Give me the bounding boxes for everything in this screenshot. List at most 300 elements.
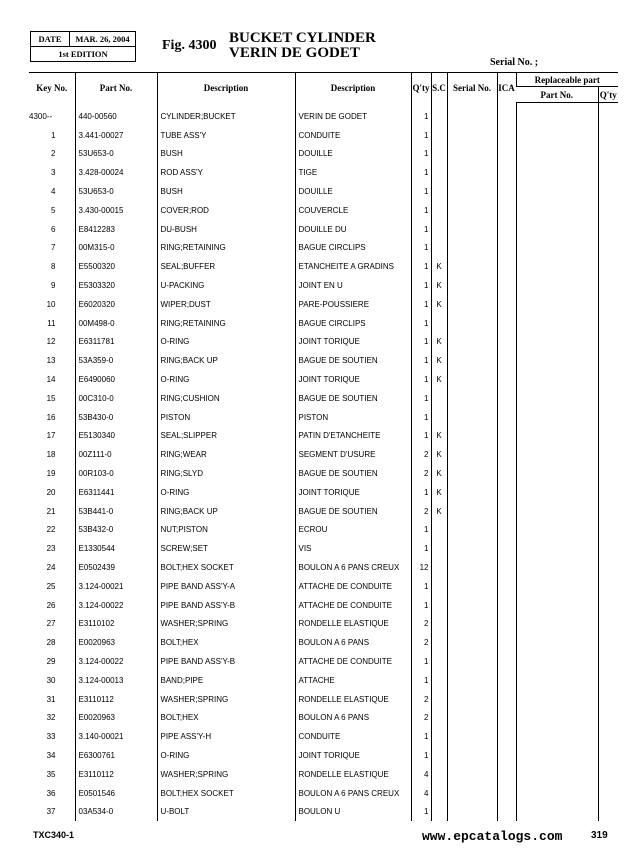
row-sc: K: [431, 427, 447, 446]
row-serial-no: [447, 220, 497, 239]
table-row: [29, 445, 618, 464]
row-serial-no: [447, 257, 497, 276]
row-sc: [431, 727, 447, 746]
row-sc: [431, 103, 447, 126]
row-sc: [431, 784, 447, 803]
row-rep-qty: [598, 427, 618, 446]
row-qty: 1: [411, 103, 431, 126]
row-qty: 1: [411, 182, 431, 201]
row-qty: 1: [411, 539, 431, 558]
row-qty: 2: [411, 615, 431, 634]
row-part-no: E6300761: [75, 746, 157, 765]
row-key-no: 34: [46, 750, 56, 760]
row-rep-part-no: [516, 370, 598, 389]
row-serial-no: [447, 201, 497, 220]
row-key-no: 32: [46, 713, 56, 723]
row-description-fr: JOINT EN U: [295, 276, 411, 295]
row-rep-part-no: [516, 521, 598, 540]
row-description-en: PIPE ASS'Y-H: [157, 727, 295, 746]
row-qty: 2: [411, 445, 431, 464]
row-ica: [497, 220, 516, 239]
row-description-en: PIPE BAND ASS'Y-B: [157, 652, 295, 671]
row-sc: [431, 389, 447, 408]
col-serial-no: Serial No.: [447, 73, 497, 103]
row-sc: [431, 577, 447, 596]
row-description-fr: VIS: [295, 539, 411, 558]
row-ica: [497, 671, 516, 690]
row-ica: [497, 333, 516, 352]
row-description-en: PIPE BAND ASS'Y-B: [157, 596, 295, 615]
date-edition-box: [30, 31, 136, 62]
row-rep-qty: [598, 257, 618, 276]
row-ica: [497, 257, 516, 276]
row-ica: [497, 103, 516, 126]
row-qty: 1: [411, 295, 431, 314]
row-description-fr: JOINT TORIQUE: [295, 483, 411, 502]
col-replaceable-part: Replaceable part: [516, 73, 618, 87]
row-part-no: 00R103-0: [75, 464, 157, 483]
row-ica: [497, 633, 516, 652]
row-part-no: 53U653-0: [75, 182, 157, 201]
row-rep-qty: [598, 746, 618, 765]
row-description-fr: PARE-POUSSIERE: [295, 295, 411, 314]
row-rep-part-no: [516, 239, 598, 258]
row-serial-no: [447, 389, 497, 408]
row-qty: 4: [411, 765, 431, 784]
row-sc: K: [431, 445, 447, 464]
row-part-no: 3.124-00022: [75, 652, 157, 671]
row-serial-no: [447, 445, 497, 464]
row-serial-no: [447, 802, 497, 821]
row-qty: 2: [411, 633, 431, 652]
row-rep-part-no: [516, 784, 598, 803]
table-row: [29, 483, 618, 502]
row-sc: K: [431, 370, 447, 389]
row-ica: [497, 502, 516, 521]
row-key-no: 21: [46, 506, 56, 516]
row-rep-part-no: [516, 464, 598, 483]
table-row: [29, 126, 618, 145]
row-description-en: COVER;ROD: [157, 201, 295, 220]
row-part-no: 53B432-0: [75, 521, 157, 540]
row-description-fr: SEGMENT D'USURE: [295, 445, 411, 464]
row-sc: [431, 709, 447, 728]
row-ica: [497, 690, 516, 709]
table-row: [29, 201, 618, 220]
page-number: 319: [591, 830, 608, 841]
row-part-no: E3110112: [75, 765, 157, 784]
row-part-no: 3.124-00013: [75, 671, 157, 690]
table-row: [29, 746, 618, 765]
row-serial-no: [447, 464, 497, 483]
table-row: [29, 539, 618, 558]
table-row: [29, 690, 618, 709]
row-key-no: 15: [46, 393, 56, 403]
row-rep-part-no: [516, 746, 598, 765]
row-description-en: DU-BUSH: [157, 220, 295, 239]
row-serial-no: [447, 103, 497, 126]
row-sc: K: [431, 483, 447, 502]
row-part-no: 3.428-00024: [75, 163, 157, 182]
row-rep-part-no: [516, 690, 598, 709]
row-qty: 1: [411, 333, 431, 352]
row-description-en: WASHER;SPRING: [157, 765, 295, 784]
row-rep-qty: [598, 276, 618, 295]
title-english: BUCKET CYLINDER: [229, 30, 376, 46]
row-description-fr: COUVERCLE: [295, 201, 411, 220]
watermark-url: www.epcatalogs.com: [422, 829, 563, 844]
table-row: [29, 652, 618, 671]
row-part-no: 03A534-0: [75, 802, 157, 821]
row-key-no: 3: [51, 168, 56, 178]
table-row: [29, 765, 618, 784]
row-sc: [431, 746, 447, 765]
row-sc: [431, 163, 447, 182]
row-description-en: BOLT;HEX: [157, 709, 295, 728]
row-rep-qty: [598, 220, 618, 239]
row-description-en: RING;BACK UP: [157, 502, 295, 521]
table-row: [29, 103, 618, 126]
row-sc: [431, 408, 447, 427]
row-ica: [497, 558, 516, 577]
row-sc: K: [431, 351, 447, 370]
row-ica: [497, 765, 516, 784]
table-row: [29, 389, 618, 408]
row-rep-qty: [598, 502, 618, 521]
row-qty: 1: [411, 389, 431, 408]
table-row: [29, 558, 618, 577]
row-description-en: U-PACKING: [157, 276, 295, 295]
row-sc: K: [431, 276, 447, 295]
row-ica: [497, 182, 516, 201]
row-rep-qty: [598, 239, 618, 258]
row-description-fr: BOULON A 6 PANS: [295, 633, 411, 652]
row-key-no: 37: [46, 807, 56, 817]
row-qty: 1: [411, 257, 431, 276]
row-key-no: 14: [46, 375, 56, 385]
row-sc: K: [431, 295, 447, 314]
row-rep-part-no: [516, 427, 598, 446]
row-rep-part-no: [516, 502, 598, 521]
row-rep-part-no: [516, 577, 598, 596]
row-rep-qty: [598, 201, 618, 220]
row-sc: [431, 671, 447, 690]
row-sc: K: [431, 333, 447, 352]
row-ica: [497, 163, 516, 182]
table-row: [29, 521, 618, 540]
row-serial-no: [447, 539, 497, 558]
row-key-no: 36: [46, 788, 56, 798]
row-ica: [497, 389, 516, 408]
row-qty: 1: [411, 126, 431, 145]
row-description-en: TUBE ASS'Y: [157, 126, 295, 145]
row-ica: [497, 126, 516, 145]
date-label: DATE: [31, 32, 70, 46]
row-sc: K: [431, 464, 447, 483]
row-description-fr: ETANCHEITE A GRADINS: [295, 257, 411, 276]
row-part-no: 53B441-0: [75, 502, 157, 521]
row-ica: [497, 351, 516, 370]
row-rep-part-no: [516, 220, 598, 239]
row-rep-qty: [598, 145, 618, 164]
table-row: [29, 295, 618, 314]
row-qty: 1: [411, 483, 431, 502]
row-sc: K: [431, 257, 447, 276]
row-part-no: E0502439: [75, 558, 157, 577]
row-rep-part-no: [516, 709, 598, 728]
row-key-no: 6: [51, 224, 56, 234]
row-rep-part-no: [516, 802, 598, 821]
row-qty: 1: [411, 220, 431, 239]
row-qty: 1: [411, 145, 431, 164]
row-key-no: 12: [46, 337, 56, 347]
row-serial-no: [447, 239, 497, 258]
row-serial-no: [447, 145, 497, 164]
row-key-no: 4300--: [29, 111, 53, 121]
row-description-fr: CONDUITE: [295, 727, 411, 746]
row-rep-part-no: [516, 445, 598, 464]
row-key-no: 24: [46, 563, 56, 573]
row-rep-qty: [598, 671, 618, 690]
row-serial-no: [447, 709, 497, 728]
row-part-no: 3.430-00015: [75, 201, 157, 220]
row-description-fr: DOUILLE DU: [295, 220, 411, 239]
row-rep-qty: [598, 483, 618, 502]
parts-table-body: [29, 103, 618, 822]
row-ica: [497, 615, 516, 634]
row-rep-qty: [598, 596, 618, 615]
row-serial-no: [447, 126, 497, 145]
col-key-no: Key No.: [29, 73, 75, 103]
row-description-fr: JOINT TORIQUE: [295, 333, 411, 352]
row-serial-no: [447, 690, 497, 709]
row-key-no: 4: [51, 187, 56, 197]
row-part-no: E6311781: [75, 333, 157, 352]
table-row: [29, 727, 618, 746]
row-description-fr: JOINT TORIQUE: [295, 370, 411, 389]
row-description-en: RING;WEAR: [157, 445, 295, 464]
row-serial-no: [447, 558, 497, 577]
title-french: VERIN DE GODET: [229, 45, 360, 61]
row-part-no: E5500320: [75, 257, 157, 276]
row-ica: [497, 464, 516, 483]
row-description-en: BOLT;HEX SOCKET: [157, 784, 295, 803]
row-qty: 4: [411, 784, 431, 803]
row-sc: [431, 765, 447, 784]
row-rep-part-no: [516, 539, 598, 558]
row-description-fr: BOULON A 6 PANS: [295, 709, 411, 728]
row-sc: [431, 652, 447, 671]
row-rep-qty: [598, 709, 618, 728]
row-serial-no: [447, 671, 497, 690]
row-serial-no: [447, 483, 497, 502]
row-sc: [431, 521, 447, 540]
row-description-fr: RONDELLE ELASTIQUE: [295, 765, 411, 784]
row-description-en: SCREW;SET: [157, 539, 295, 558]
row-rep-qty: [598, 615, 618, 634]
col-description-en: Description: [157, 73, 295, 103]
table-row: [29, 427, 618, 446]
row-qty: 2: [411, 690, 431, 709]
row-qty: 1: [411, 596, 431, 615]
row-ica: [497, 276, 516, 295]
row-serial-no: [447, 182, 497, 201]
row-rep-qty: [598, 445, 618, 464]
row-rep-qty: [598, 314, 618, 333]
row-description-en: RING;BACK UP: [157, 351, 295, 370]
row-qty: 1: [411, 370, 431, 389]
row-description-fr: ATTACHE DE CONDUITE: [295, 652, 411, 671]
row-ica: [497, 784, 516, 803]
row-part-no: 53A359-0: [75, 351, 157, 370]
row-part-no: 00M498-0: [75, 314, 157, 333]
row-rep-part-no: [516, 483, 598, 502]
row-key-no: 18: [46, 450, 56, 460]
row-qty: 1: [411, 163, 431, 182]
row-part-no: 00Z111-0: [75, 445, 157, 464]
row-description-en: O-RING: [157, 746, 295, 765]
row-rep-qty: [598, 690, 618, 709]
row-qty: 12: [411, 558, 431, 577]
table-row: [29, 802, 618, 821]
row-qty: 1: [411, 314, 431, 333]
row-part-no: E0020963: [75, 633, 157, 652]
row-description-en: O-RING: [157, 370, 295, 389]
row-description-fr: TIGE: [295, 163, 411, 182]
table-row: [29, 671, 618, 690]
row-part-no: 53U653-0: [75, 145, 157, 164]
row-sc: [431, 633, 447, 652]
row-description-en: NUT;PISTON: [157, 521, 295, 540]
parts-table: [29, 72, 618, 821]
row-serial-no: [447, 295, 497, 314]
col-ica: ICA: [497, 73, 516, 103]
row-serial-no: [447, 351, 497, 370]
row-serial-no: [447, 502, 497, 521]
row-sc: [431, 539, 447, 558]
row-description-en: WASHER;SPRING: [157, 690, 295, 709]
row-rep-part-no: [516, 163, 598, 182]
row-ica: [497, 370, 516, 389]
row-rep-part-no: [516, 633, 598, 652]
row-serial-no: [447, 784, 497, 803]
row-key-no: 7: [51, 243, 56, 253]
row-rep-qty: [598, 103, 618, 126]
row-description-fr: BOULON U: [295, 802, 411, 821]
col-rep-part-no: Part No.: [516, 87, 598, 103]
row-rep-qty: [598, 464, 618, 483]
row-description-en: BUSH: [157, 145, 295, 164]
row-description-fr: DOUILLE: [295, 145, 411, 164]
row-serial-no: [447, 333, 497, 352]
row-description-fr: CONDUITE: [295, 126, 411, 145]
row-qty: 2: [411, 464, 431, 483]
row-key-no: 19: [46, 469, 56, 479]
row-description-fr: DOUILLE: [295, 182, 411, 201]
row-description-fr: BAGUE DE SOUTIEN: [295, 464, 411, 483]
row-description-en: PISTON: [157, 408, 295, 427]
row-sc: [431, 558, 447, 577]
row-rep-part-no: [516, 615, 598, 634]
row-description-fr: BAGUE CIRCLIPS: [295, 314, 411, 333]
row-qty: 1: [411, 727, 431, 746]
table-row: [29, 145, 618, 164]
row-serial-no: [447, 615, 497, 634]
row-ica: [497, 445, 516, 464]
row-description-en: RING;RETAINING: [157, 239, 295, 258]
row-description-en: O-RING: [157, 333, 295, 352]
row-description-en: SEAL;SLIPPER: [157, 427, 295, 446]
row-key-no: 27: [46, 619, 56, 629]
row-key-no: 17: [46, 431, 56, 441]
row-description-fr: BAGUE CIRCLIPS: [295, 239, 411, 258]
row-description-fr: PATIN D'ETANCHEITE: [295, 427, 411, 446]
row-description-fr: BAGUE DE SOUTIEN: [295, 351, 411, 370]
serial-label: Serial No. ;: [490, 57, 539, 68]
row-description-fr: RONDELLE ELASTIQUE: [295, 690, 411, 709]
row-ica: [497, 408, 516, 427]
row-rep-qty: [598, 126, 618, 145]
row-part-no: E0501546: [75, 784, 157, 803]
row-description-fr: ATTACHE DE CONDUITE: [295, 596, 411, 615]
table-row: [29, 182, 618, 201]
row-description-en: BAND;PIPE: [157, 671, 295, 690]
row-rep-part-no: [516, 314, 598, 333]
row-rep-part-no: [516, 652, 598, 671]
table-row: [29, 502, 618, 521]
row-sc: [431, 802, 447, 821]
row-ica: [497, 427, 516, 446]
row-part-no: E6020320: [75, 295, 157, 314]
row-rep-qty: [598, 784, 618, 803]
row-serial-no: [447, 596, 497, 615]
table-row: [29, 464, 618, 483]
row-rep-part-no: [516, 727, 598, 746]
row-ica: [497, 577, 516, 596]
row-rep-part-no: [516, 333, 598, 352]
row-sc: [431, 145, 447, 164]
row-ica: [497, 596, 516, 615]
row-key-no: 11: [47, 318, 56, 328]
row-rep-part-no: [516, 276, 598, 295]
row-key-no: 13: [46, 356, 56, 366]
row-description-en: SEAL;BUFFER: [157, 257, 295, 276]
row-sc: [431, 182, 447, 201]
row-description-en: ROD ASS'Y: [157, 163, 295, 182]
table-row: [29, 257, 618, 276]
row-key-no: 22: [46, 525, 56, 535]
col-rep-qty: Q'ty: [598, 87, 618, 103]
row-description-en: RING;CUSHION: [157, 389, 295, 408]
row-ica: [497, 652, 516, 671]
row-description-fr: JOINT TORIQUE: [295, 746, 411, 765]
row-rep-qty: [598, 802, 618, 821]
row-ica: [497, 727, 516, 746]
row-rep-qty: [598, 577, 618, 596]
row-part-no: E5303320: [75, 276, 157, 295]
row-part-no: E1330544: [75, 539, 157, 558]
row-key-no: 26: [46, 600, 56, 610]
row-part-no: 3.124-00022: [75, 596, 157, 615]
row-qty: 1: [411, 239, 431, 258]
row-rep-part-no: [516, 145, 598, 164]
row-qty: 1: [411, 408, 431, 427]
row-key-no: 2: [51, 149, 56, 159]
table-row: [29, 709, 618, 728]
row-rep-qty: [598, 539, 618, 558]
table-row: [29, 239, 618, 258]
row-sc: [431, 314, 447, 333]
